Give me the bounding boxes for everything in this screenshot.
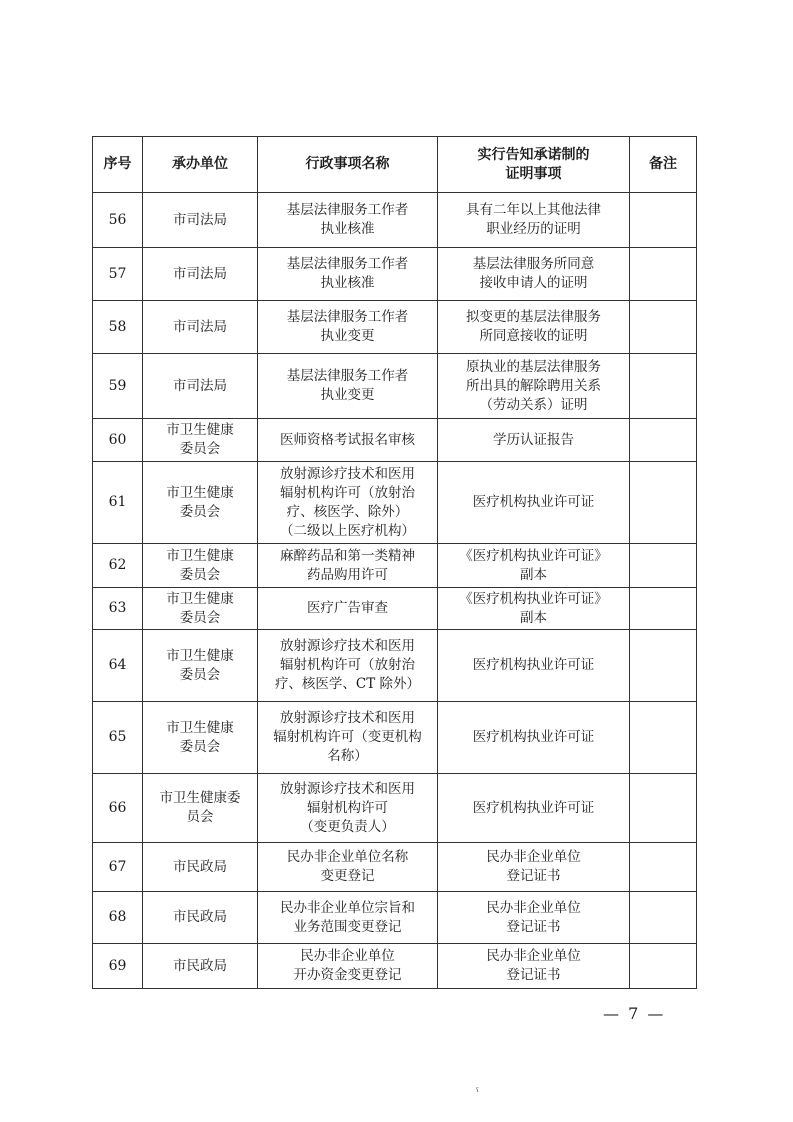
table-row (93, 774, 697, 843)
cell-note (630, 702, 697, 774)
cell-item: 放射源诊疗技术和医用 辐射机构许可（变更机构 名称） (258, 702, 438, 774)
cell-proof: 民办非企业单位 登记证书 (438, 892, 630, 944)
cell-proof: 《医疗机构执业许可证》 副本 (438, 544, 630, 588)
cell-seq: 60 (93, 419, 143, 462)
cell-seq: 65 (93, 702, 143, 774)
cell-note (630, 544, 697, 588)
cell-item: 基层法律服务工作者 执业变更 (258, 354, 438, 419)
table-row (93, 354, 697, 419)
cell-proof: 民办非企业单位 登记证书 (438, 843, 630, 892)
cell-note (630, 630, 697, 702)
cell-seq: 56 (93, 193, 143, 248)
cell-proof: 原执业的基层法律服务 所出具的解除聘用关系 （劳动关系）证明 (438, 354, 630, 419)
cell-proof: 学历认证报告 (438, 419, 630, 462)
table-row (93, 702, 697, 774)
cell-item: 麻醉药品和第一类精神 药品购用许可 (258, 544, 438, 588)
cell-note (630, 193, 697, 248)
proof-items-table (92, 136, 697, 989)
header-note: 备注 (630, 137, 697, 193)
cell-seq: 64 (93, 630, 143, 702)
cell-unit: 市卫生健康 委员会 (143, 544, 258, 588)
header-unit: 承办单位 (143, 137, 258, 193)
cell-item: 放射源诊疗技术和医用 辐射机构许可（放射治 疗、核医学、CT 除外） (258, 630, 438, 702)
table-row (93, 892, 697, 944)
table-row (93, 588, 697, 630)
cell-unit: 市卫生健康 委员会 (143, 419, 258, 462)
table-body (93, 193, 697, 989)
table-row (93, 462, 697, 544)
cell-item: 医疗广告审查 (258, 588, 438, 630)
table-row (93, 419, 697, 462)
cell-proof: 拟变更的基层法律服务 所同意接收的证明 (438, 301, 630, 354)
cell-unit: 市司法局 (143, 248, 258, 301)
header-seq: 序号 (93, 137, 143, 193)
cell-unit: 市司法局 (143, 354, 258, 419)
cell-unit: 市卫生健康 委员会 (143, 702, 258, 774)
table-row (93, 843, 697, 892)
cell-seq: 61 (93, 462, 143, 544)
cell-item: 民办非企业单位 开办资金变更登记 (258, 944, 438, 989)
cell-proof: 医疗机构执业许可证 (438, 630, 630, 702)
cell-seq: 63 (93, 588, 143, 630)
cell-item: 基层法律服务工作者 执业核准 (258, 248, 438, 301)
cell-note (630, 774, 697, 843)
page-number: — 7 — (603, 1004, 666, 1023)
cell-seq: 58 (93, 301, 143, 354)
cell-note (630, 354, 697, 419)
cell-seq: 57 (93, 248, 143, 301)
cell-seq: 62 (93, 544, 143, 588)
cell-note (630, 944, 697, 989)
cell-seq: 68 (93, 892, 143, 944)
cell-item: 基层法律服务工作者 执业变更 (258, 301, 438, 354)
cell-unit: 市民政局 (143, 944, 258, 989)
cell-note (630, 301, 697, 354)
cell-unit: 市民政局 (143, 892, 258, 944)
table-row (93, 544, 697, 588)
cell-note (630, 248, 697, 301)
table-row (93, 193, 697, 248)
cell-proof: 《医疗机构执业许可证》 副本 (438, 588, 630, 630)
cell-item: 医师资格考试报名审核 (258, 419, 438, 462)
cell-item: 放射源诊疗技术和医用 辐射机构许可 （变更负责人） (258, 774, 438, 843)
cell-item: 放射源诊疗技术和医用 辐射机构许可（放射治 疗、核医学、除外） （二级以上医疗机构） (258, 462, 438, 544)
cell-unit: 市卫生健康 委员会 (143, 462, 258, 544)
cell-note (630, 419, 697, 462)
cell-proof: 医疗机构执业许可证 (438, 462, 630, 544)
cell-proof: 基层法律服务所同意 接收申请人的证明 (438, 248, 630, 301)
cell-note (630, 892, 697, 944)
cell-unit: 市卫生健康 委员会 (143, 588, 258, 630)
table-row (93, 248, 697, 301)
cell-seq: 67 (93, 843, 143, 892)
cell-item: 民办非企业单位宗旨和 业务范围变更登记 (258, 892, 438, 944)
cell-proof: 民办非企业单位 登记证书 (438, 944, 630, 989)
cell-unit: 市民政局 (143, 843, 258, 892)
header-item: 行政事项名称 (258, 137, 438, 193)
cell-seq: 59 (93, 354, 143, 419)
cell-unit: 市司法局 (143, 301, 258, 354)
table-row (93, 630, 697, 702)
cell-unit: 市卫生健康 委员会 (143, 630, 258, 702)
cell-seq: 66 (93, 774, 143, 843)
cell-proof: 具有二年以上其他法律 职业经历的证明 (438, 193, 630, 248)
table-row (93, 301, 697, 354)
cell-seq: 69 (93, 944, 143, 989)
cell-unit: 市卫生健康委 员会 (143, 774, 258, 843)
table-header-row (93, 137, 697, 193)
cell-proof: 医疗机构执业许可证 (438, 774, 630, 843)
cell-item: 民办非企业单位名称 变更登记 (258, 843, 438, 892)
cell-note (630, 588, 697, 630)
table-row (93, 944, 697, 989)
cell-note (630, 462, 697, 544)
header-proof: 实行告知承诺制的 证明事项 (438, 137, 630, 193)
cell-unit: 市司法局 (143, 193, 258, 248)
cell-proof: 医疗机构执业许可证 (438, 702, 630, 774)
bottom-mark: ˁ (476, 1086, 480, 1099)
cell-note (630, 843, 697, 892)
cell-item: 基层法律服务工作者 执业核准 (258, 193, 438, 248)
